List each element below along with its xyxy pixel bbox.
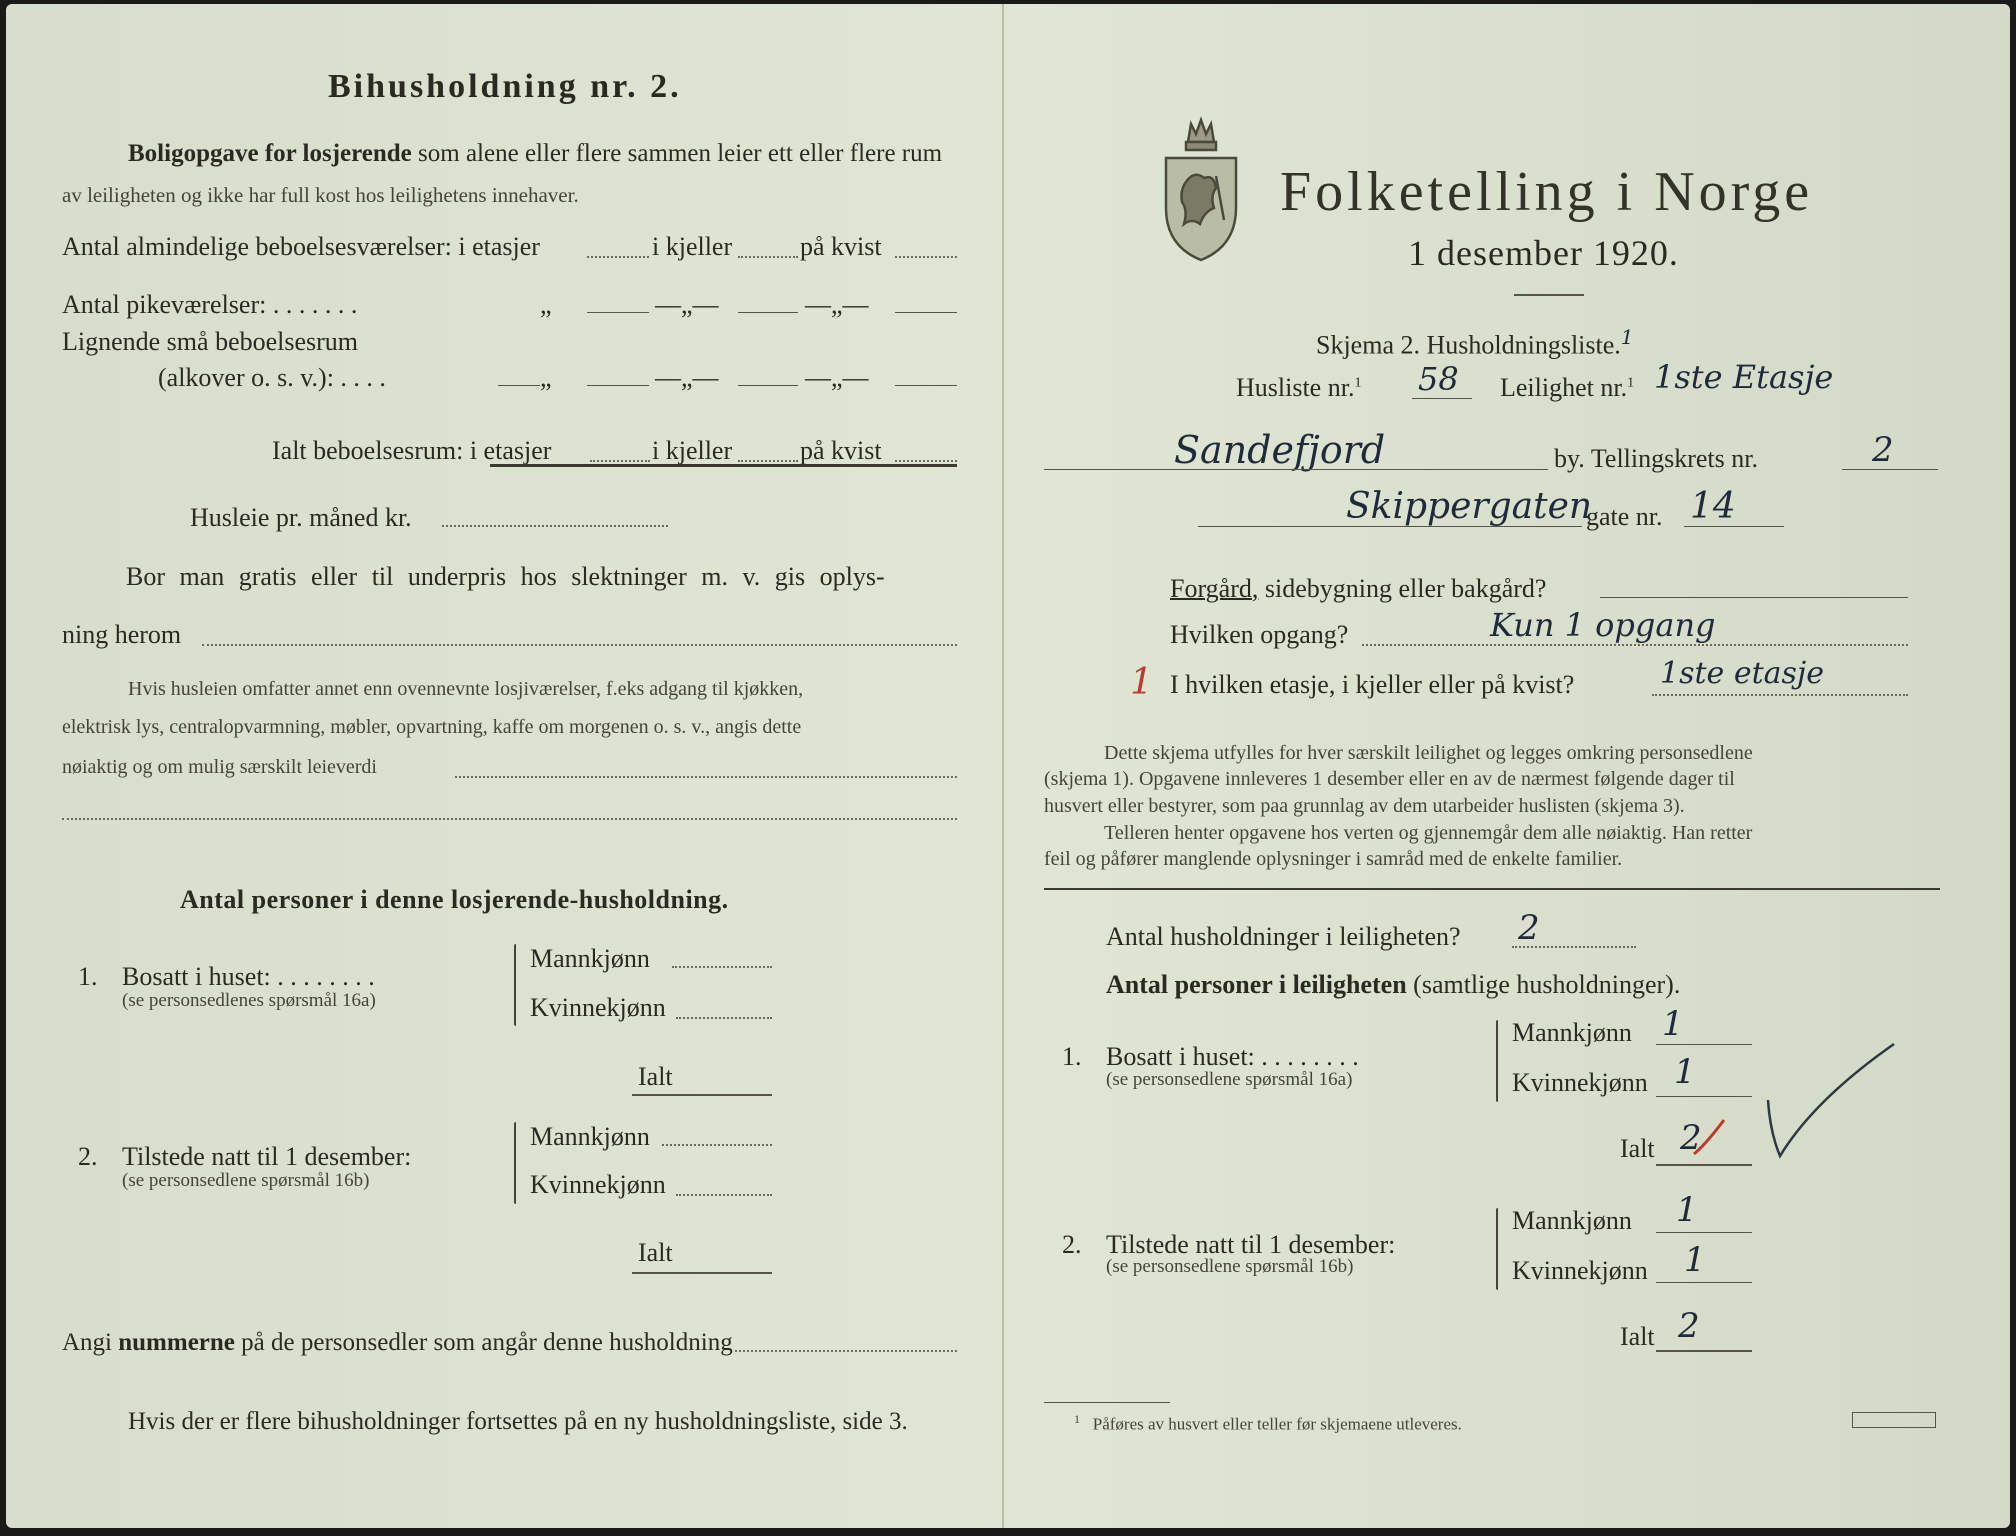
intro-rest: som alene eller flere sammen leier ett eller flere rum [418, 140, 943, 167]
skjema-sup: 1 [1620, 325, 1634, 349]
lignende-label: Lignende små beboelsesrum [62, 327, 359, 356]
leieverdi-field[interactable] [455, 776, 957, 778]
rooms-kjeller-field[interactable] [738, 256, 798, 258]
forgaard-rest: sidebygning eller bakgård? [1264, 574, 1547, 603]
footnote [1074, 1412, 1462, 1435]
left-q1-kvinne-field[interactable] [676, 1017, 772, 1019]
husliste-label [1236, 373, 1361, 403]
angi-field[interactable] [735, 1350, 957, 1352]
tellingskrets-underline [1842, 469, 1938, 470]
hvis-line-3: nøiaktig og om mulig særskilt leieverdi [62, 756, 377, 778]
right-q2-ialt-value[interactable]: 2 [1678, 1306, 1700, 1346]
street-underline [1198, 526, 1582, 527]
alkover-kvist-field[interactable] [895, 385, 957, 386]
husleie-field[interactable] [442, 525, 668, 527]
etasje-red-mark: 1 [1130, 662, 1153, 703]
right-q2-kvinne-line [1656, 1282, 1752, 1283]
left-q1-label: Bosatt i huset: . . . . . . . . [122, 962, 375, 991]
left-q1-mann-label: Mannkjønn [530, 944, 650, 973]
gate-label: gate nr. [1586, 502, 1663, 531]
ialt-sum-line [490, 464, 957, 467]
angi-pre: Angi [62, 1329, 112, 1356]
alkover-lead-line [498, 385, 540, 386]
hvis-line-2: elektrisk lys, centralopvarmning, møbler, opvartning, kaffe om morgenen o. s. v., angis dette [62, 716, 802, 738]
gate-underline [1684, 526, 1784, 527]
title-divider [1514, 294, 1584, 296]
husliste-sup: 1 [1354, 375, 1362, 391]
right-q1-kvinne-line [1656, 1096, 1752, 1097]
pike-kvist-field[interactable] [895, 312, 957, 313]
instr-line-3: husvert eller bestyrer, som paa grunnlag av dem utarbeider huslisten (skjema 3). [1044, 795, 1685, 817]
husholdninger-label: Antal husholdninger i leiligheten? [1106, 922, 1461, 951]
left-q2-ialt-field[interactable] [632, 1272, 772, 1274]
forgaard-underline [1600, 597, 1908, 598]
right-antal-rest: (samtlige husholdninger). [1413, 970, 1681, 999]
left-q2-ialt-label: Ialt [638, 1238, 673, 1267]
alkover-ditto-2: —„— [655, 363, 719, 392]
angi-rest: på de personsedler som angår denne husholdning [241, 1329, 733, 1356]
pike-ditto: „ [540, 290, 552, 319]
bor-field[interactable] [202, 644, 957, 646]
left-q2-mann-field[interactable] [662, 1144, 772, 1146]
left-q1-brace [514, 944, 516, 1026]
right-q2-mann-label: Mannkjønn [1512, 1206, 1632, 1235]
opgang-value[interactable]: Kun 1 opgang [1490, 606, 1716, 644]
rooms-etasjer-field[interactable] [587, 256, 649, 258]
instr-line-1: Dette skjema utfylles for hver særskilt leilighet og legges omkring personsedlene [1104, 742, 1753, 764]
left-q2-mann-label: Mannkjønn [530, 1122, 650, 1151]
right-q1-kvinne-label: Kvinnekjønn [1512, 1068, 1648, 1097]
bor-line-2: ning herom [62, 620, 182, 649]
husliste-underline [1412, 398, 1472, 399]
city-value[interactable]: Sandefjord [1174, 428, 1386, 472]
ialt-rooms-label: Ialt beboelsesrum: i etasjer [272, 436, 552, 465]
husleie-label: Husleie pr. måned kr. [190, 503, 412, 532]
instr-line-5: feil og påfører manglende oplysninger i samråd med de enkelte familier. [1044, 848, 1623, 870]
skjema-text: Skjema 2. Husholdningsliste. [1316, 330, 1621, 360]
left-footer: Hvis der er flere bihusholdninger fortsettes på en ny husholdningsliste, side 3. [128, 1408, 908, 1435]
right-q2-kvinne-value[interactable]: 1 [1684, 1240, 1706, 1280]
right-q1-label: Bosatt i huset: . . . . . . . . [1106, 1042, 1359, 1071]
right-q2-mann-line [1656, 1232, 1752, 1233]
pike-label: Antal pikeværelser: . . . . . . . [62, 290, 358, 319]
etasje-underline [1652, 694, 1908, 696]
ialt-kjeller-label: i kjeller [652, 436, 733, 465]
ialt-kvist-label: på kvist [800, 436, 882, 465]
husholdninger-value[interactable]: 2 [1518, 908, 1540, 948]
coat-of-arms-icon [1158, 112, 1244, 264]
right-q2-brace [1496, 1208, 1498, 1290]
right-q1-ialt-label: Ialt [1620, 1134, 1655, 1163]
left-q1-kvinne-label: Kvinnekjønn [530, 993, 666, 1022]
left-q1-ialt-label: Ialt [638, 1062, 673, 1091]
opgang-label: Hvilken opgang? [1170, 620, 1349, 649]
left-q2-sub: (se personsedlene spørsmål 16b) [122, 1170, 370, 1191]
alkover-ditto-3: —„— [805, 363, 869, 392]
instr-line-4: Telleren henter opgavene hos verten og gjennemgår dem alle nøiaktig. Han retter [1104, 822, 1753, 844]
right-q2-label: Tilstede natt til 1 desember: [1106, 1230, 1396, 1259]
rooms-label: Antal almindelige beboelsesværelser: i etasjer [62, 232, 540, 261]
forgaard-line [1170, 574, 1546, 604]
right-q1-ialt-value[interactable]: 2 [1680, 1118, 1702, 1158]
right-title: Folketelling i Norge [1280, 161, 1814, 223]
footnote-text: Påføres av husvert eller teller før skjemaene utleveres. [1092, 1414, 1462, 1434]
intro-line-1 [128, 140, 942, 168]
right-q1-ialt-line [1656, 1164, 1752, 1166]
alkover-ditto: „ [540, 363, 552, 392]
left-antal-heading: Antal personer i denne losjerende-husholdning. [180, 885, 729, 914]
ialt-kvist-field[interactable] [895, 460, 957, 462]
left-q1-sub: (se personsedlenes spørsmål 16a) [122, 990, 376, 1011]
rooms-kvist-label: på kvist [800, 232, 882, 261]
left-heading: Bihusholdning nr. 2. [328, 68, 682, 105]
left-q1-num: 1. [78, 962, 98, 991]
right-q2-num: 2. [1062, 1230, 1082, 1259]
street-value[interactable]: Skippergaten [1346, 486, 1593, 527]
right-antal-bold: Antal personer i leiligheten [1106, 970, 1407, 999]
left-q2-brace [514, 1122, 516, 1204]
angi-bold: nummerne [118, 1329, 235, 1356]
leieverdi-field-2[interactable] [62, 818, 957, 820]
right-antal-heading [1106, 970, 1680, 1000]
ialt-etasjer-field[interactable] [590, 460, 650, 462]
footnote-num: 1 [1074, 1412, 1080, 1426]
printer-stamp-icon [1852, 1412, 1936, 1428]
by-tellingskrets-label: by. Tellingskrets nr. [1554, 444, 1759, 473]
opgang-underline [1362, 644, 1908, 646]
intro-line-2: av leiligheten og ikke har full kost hos leilighetens innehaver. [62, 183, 579, 207]
right-q2-ialt-label: Ialt [1620, 1322, 1655, 1351]
ialt-kjeller-field[interactable] [738, 460, 798, 462]
leilighet-value[interactable]: 1ste Etasje [1654, 358, 1834, 396]
right-q1-mann-value[interactable]: 1 [1662, 1004, 1684, 1044]
hvis-line-1: Hvis husleien omfatter annet enn ovennevnte losjiværelser, f.eks adgang til kjøkken, [128, 678, 804, 700]
right-q1-mann-label: Mannkjønn [1512, 1018, 1632, 1047]
bor-line-1: Bor man gratis eller til underpris hos slektninger m. v. gis oplys- [126, 562, 885, 591]
left-q2-num: 2. [78, 1142, 98, 1171]
alkover-kjeller-field[interactable] [738, 385, 798, 386]
pike-etasjer-field[interactable] [587, 312, 649, 313]
footnote-rule [1044, 1402, 1170, 1403]
alkover-label: (alkover o. s. v.): . . . . [158, 363, 386, 392]
rooms-kvist-field[interactable] [895, 256, 957, 258]
right-q2-mann-value[interactable]: 1 [1676, 1190, 1698, 1230]
tellingskrets-value[interactable]: 2 [1872, 430, 1894, 470]
etasje-label: I hvilken etasje, i kjeller eller på kvist? [1170, 670, 1575, 699]
right-q2-sub: (se personsedlene spørsmål 16b) [1106, 1256, 1354, 1277]
gate-value[interactable]: 14 [1690, 486, 1736, 527]
pike-ditto-2: —„— [655, 290, 719, 319]
right-q1-mann-line [1656, 1044, 1752, 1045]
angi-line [62, 1329, 733, 1357]
page-fold [1002, 4, 1004, 1528]
rooms-kjeller-label: i kjeller [652, 232, 733, 261]
leilighet-sup: 1 [1627, 375, 1635, 391]
husliste-value[interactable]: 58 [1418, 360, 1459, 398]
right-q1-kvinne-value[interactable]: 1 [1674, 1052, 1696, 1092]
left-q1-mann-field[interactable] [672, 966, 772, 968]
red-check-icon [1690, 1114, 1730, 1166]
skjema-label [1316, 325, 1634, 361]
left-q2-label: Tilstede natt til 1 desember: [122, 1142, 412, 1171]
right-q1-brace [1496, 1020, 1498, 1102]
right-q2-ialt-line [1656, 1350, 1752, 1352]
husliste-text: Husliste nr. [1236, 373, 1355, 402]
leilighet-label [1500, 373, 1634, 403]
left-q2-kvinne-field[interactable] [676, 1194, 772, 1196]
city-underline [1044, 469, 1548, 470]
husholdninger-underline [1512, 946, 1636, 948]
left-q1-ialt-field[interactable] [632, 1094, 772, 1096]
leilighet-text: Leilighet nr. [1500, 373, 1628, 402]
forgaard-selected[interactable]: Forgård, [1170, 574, 1259, 603]
pike-kjeller-field[interactable] [738, 312, 798, 313]
right-q2-kvinne-label: Kvinnekjønn [1512, 1256, 1648, 1285]
tally-checkmark-icon [1754, 1040, 1900, 1166]
right-q1-num: 1. [1062, 1042, 1082, 1071]
pike-ditto-3: —„— [805, 290, 869, 319]
alkover-etasjer-field[interactable] [587, 385, 649, 386]
left-q2-kvinne-label: Kvinnekjønn [530, 1170, 666, 1199]
instr-divider [1044, 888, 1940, 890]
right-q1-sub: (se personsedlene spørsmål 16a) [1106, 1069, 1353, 1090]
instr-line-2: (skjema 1). Opgavene innleveres 1 desember eller en av de nærmest følgende dager til [1044, 768, 1735, 790]
right-date: 1 desember 1920. [1408, 233, 1679, 273]
etasje-value[interactable]: 1ste etasje [1660, 656, 1824, 691]
intro-bold: Boligopgave for losjerende [128, 140, 412, 167]
